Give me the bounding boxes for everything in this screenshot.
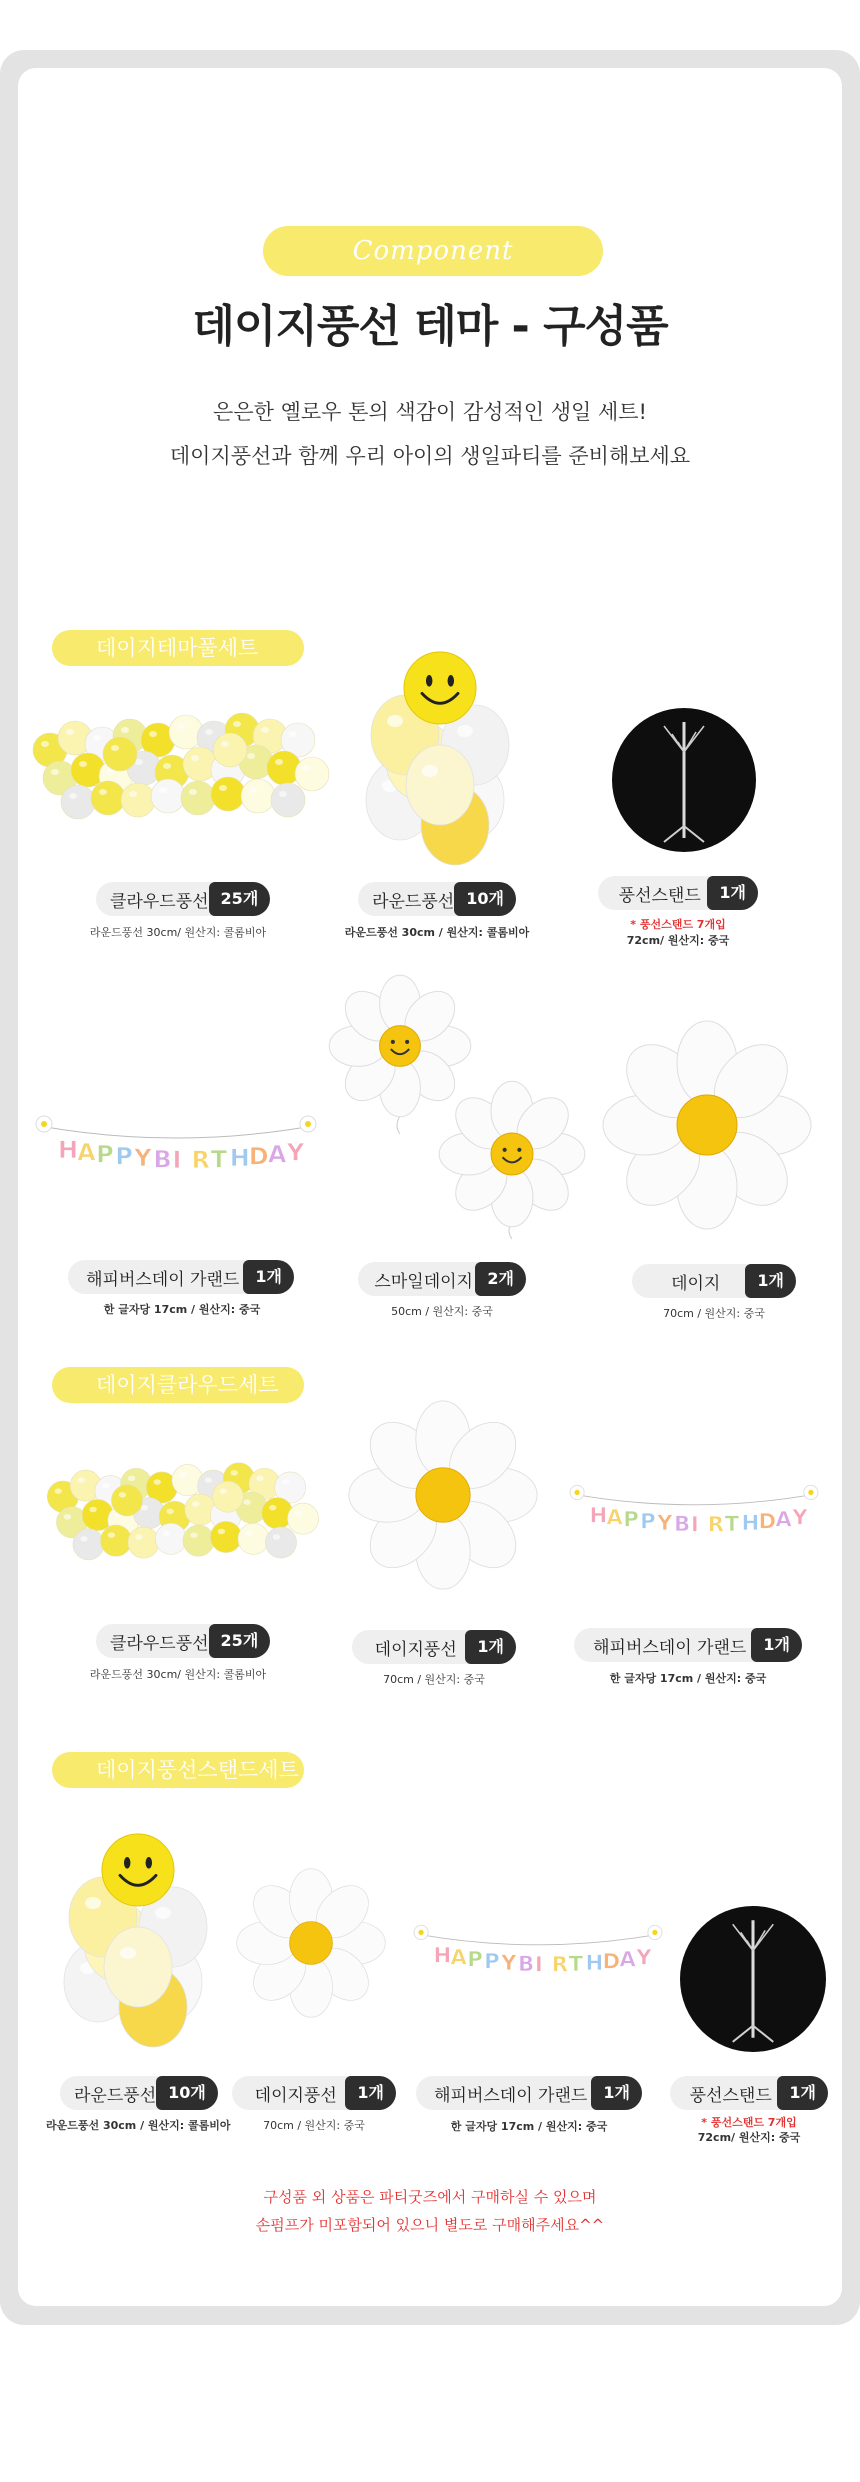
svg-text:H: H: [589, 1503, 608, 1529]
happy-birthday-garland-image: [36, 1110, 316, 1180]
item-warning-stand: * 풍선스탠드 7개입: [630, 918, 726, 931]
daisy-balloon-image: [236, 1868, 386, 2018]
happy-birthday-garland-image: [562, 1480, 826, 1542]
svg-text:B: B: [673, 1511, 691, 1537]
svg-text:T: T: [210, 1145, 227, 1174]
page-title: 데이지풍선 테마 - 구성품: [192, 301, 668, 352]
round-balloon-bouquet-image: [360, 650, 520, 870]
cloud-balloon-image: [42, 1460, 322, 1570]
item-label-garland: 해피버스데이 가랜드 1개: [416, 2076, 642, 2110]
item-meta-daisy: 70cm / 원산지: 중국: [383, 1673, 485, 1686]
description-line-2: 데이지풍선과 함께 우리 아이의 생일파티를 준비해보세요: [169, 444, 691, 468]
item-label-garland: 해피버스데이 가랜드 1개: [574, 1628, 802, 1662]
item-label-daisy: 데이지풍선 1개: [352, 1630, 516, 1664]
item-label-cloud: 클라우드풍선 25개: [96, 1624, 260, 1658]
item-label-smile-daisy: 스마일데이지 2개: [358, 1262, 526, 1296]
svg-text:I: I: [690, 1512, 699, 1538]
svg-text:D: D: [758, 1509, 777, 1535]
svg-text:P: P: [96, 1140, 114, 1169]
balloon-stand-image: [680, 1906, 826, 2052]
section-title-full-set: 데이지테마풀세트: [52, 630, 304, 666]
balloon-stand-image: [612, 708, 756, 852]
svg-text:I: I: [172, 1145, 182, 1174]
svg-text:Y: Y: [286, 1138, 305, 1167]
item-meta-cloud: 라운드풍선 30cm/ 원산지: 콜롬비아: [89, 926, 267, 939]
item-meta-stand: 72cm/ 원산지: 중국: [697, 2131, 801, 2144]
item-warning-stand: * 풍선스탠드 7개입: [701, 2116, 797, 2129]
svg-text:R: R: [551, 1952, 569, 1978]
item-meta-garland: 한 글자당 17cm / 원산지: 중국: [450, 2120, 608, 2133]
svg-text:A: A: [450, 1945, 467, 1971]
item-meta-daisy: 70cm / 원산지: 중국: [263, 2119, 365, 2132]
section-title-cloud-set: 데이지클라우드세트: [52, 1367, 304, 1403]
svg-text:B: B: [517, 1951, 535, 1977]
svg-text:H: H: [58, 1136, 79, 1164]
svg-text:Y: Y: [657, 1510, 673, 1536]
svg-text:P: P: [484, 1949, 500, 1975]
daisy-balloon-image: [348, 1400, 538, 1590]
item-label-daisy: 데이지 1개: [632, 1264, 796, 1298]
svg-text:D: D: [248, 1142, 269, 1171]
item-meta-round: 라운드풍선 30cm / 원산지: 콜롬비아: [46, 2119, 231, 2132]
svg-text:A: A: [77, 1138, 96, 1167]
section-title-stand-set: 데이지풍선스탠드세트: [52, 1752, 304, 1788]
svg-text:B: B: [153, 1145, 172, 1174]
item-meta-round: 라운드풍선 30cm / 원산지: 콜롬비아: [344, 926, 530, 939]
item-meta-smile-daisy: 50cm / 원산지: 중국: [391, 1305, 493, 1318]
round-balloon-bouquet-image: [58, 1832, 218, 2052]
component-pill: Component: [263, 226, 603, 276]
svg-text:P: P: [640, 1509, 656, 1535]
happy-birthday-garland-image: [406, 1920, 670, 1982]
smile-daisy-balloon-image: [330, 976, 580, 1246]
item-label-daisy: 데이지풍선 1개: [232, 2076, 396, 2110]
svg-text:H: H: [433, 1943, 452, 1969]
item-label-garland: 해피버스데이 가랜드 1개: [68, 1260, 294, 1294]
item-label-round: 라운드풍선 10개: [358, 882, 516, 916]
svg-text:P: P: [115, 1142, 133, 1171]
item-label-stand: 풍선스탠드 1개: [670, 2076, 828, 2110]
svg-text:A: A: [775, 1507, 792, 1533]
item-meta-garland: 한 글자당 17cm / 원산지: 중국: [103, 1303, 261, 1316]
svg-text:P: P: [467, 1947, 483, 1973]
svg-text:A: A: [606, 1505, 623, 1531]
daisy-balloon-image: [602, 1020, 812, 1230]
item-label-round: 라운드풍선 10개: [60, 2076, 210, 2110]
item-meta-garland: 한 글자당 17cm / 원산지: 중국: [609, 1672, 767, 1685]
svg-text:A: A: [267, 1140, 287, 1169]
item-label-cloud: 클라우드풍선 25개: [96, 882, 260, 916]
footer-note-1: 구성품 외 상품은 파티굿즈에서 구매하실 수 있으며: [263, 2188, 597, 2206]
svg-text:Y: Y: [501, 1950, 517, 1976]
svg-text:A: A: [619, 1947, 636, 1973]
item-label-stand: 풍선스탠드 1개: [598, 876, 758, 910]
svg-text:H: H: [741, 1510, 760, 1536]
svg-text:Y: Y: [134, 1144, 152, 1173]
svg-text:P: P: [623, 1507, 639, 1533]
svg-text:T: T: [724, 1511, 740, 1537]
item-meta-stand: 72cm/ 원산지: 중국: [626, 934, 730, 947]
svg-text:R: R: [707, 1512, 725, 1538]
item-meta-cloud: 라운드풍선 30cm/ 원산지: 콜롬비아: [89, 1668, 267, 1681]
svg-text:Y: Y: [636, 1945, 652, 1971]
svg-text:H: H: [585, 1950, 604, 1976]
svg-text:R: R: [191, 1145, 211, 1174]
svg-text:D: D: [602, 1949, 621, 1975]
description-line-1: 은은한 옐로우 톤의 색감이 감성적인 생일 세트!: [213, 400, 647, 424]
footer-note-2: 손펌프가 미포함되어 있으니 별도로 구매해주세요^^: [255, 2216, 605, 2234]
svg-text:T: T: [568, 1951, 584, 1977]
cloud-balloon-image: [30, 710, 330, 830]
svg-text:Y: Y: [792, 1505, 808, 1531]
item-meta-daisy: 70cm / 원산지: 중국: [663, 1307, 765, 1320]
svg-text:H: H: [229, 1144, 250, 1173]
svg-text:I: I: [534, 1952, 543, 1978]
